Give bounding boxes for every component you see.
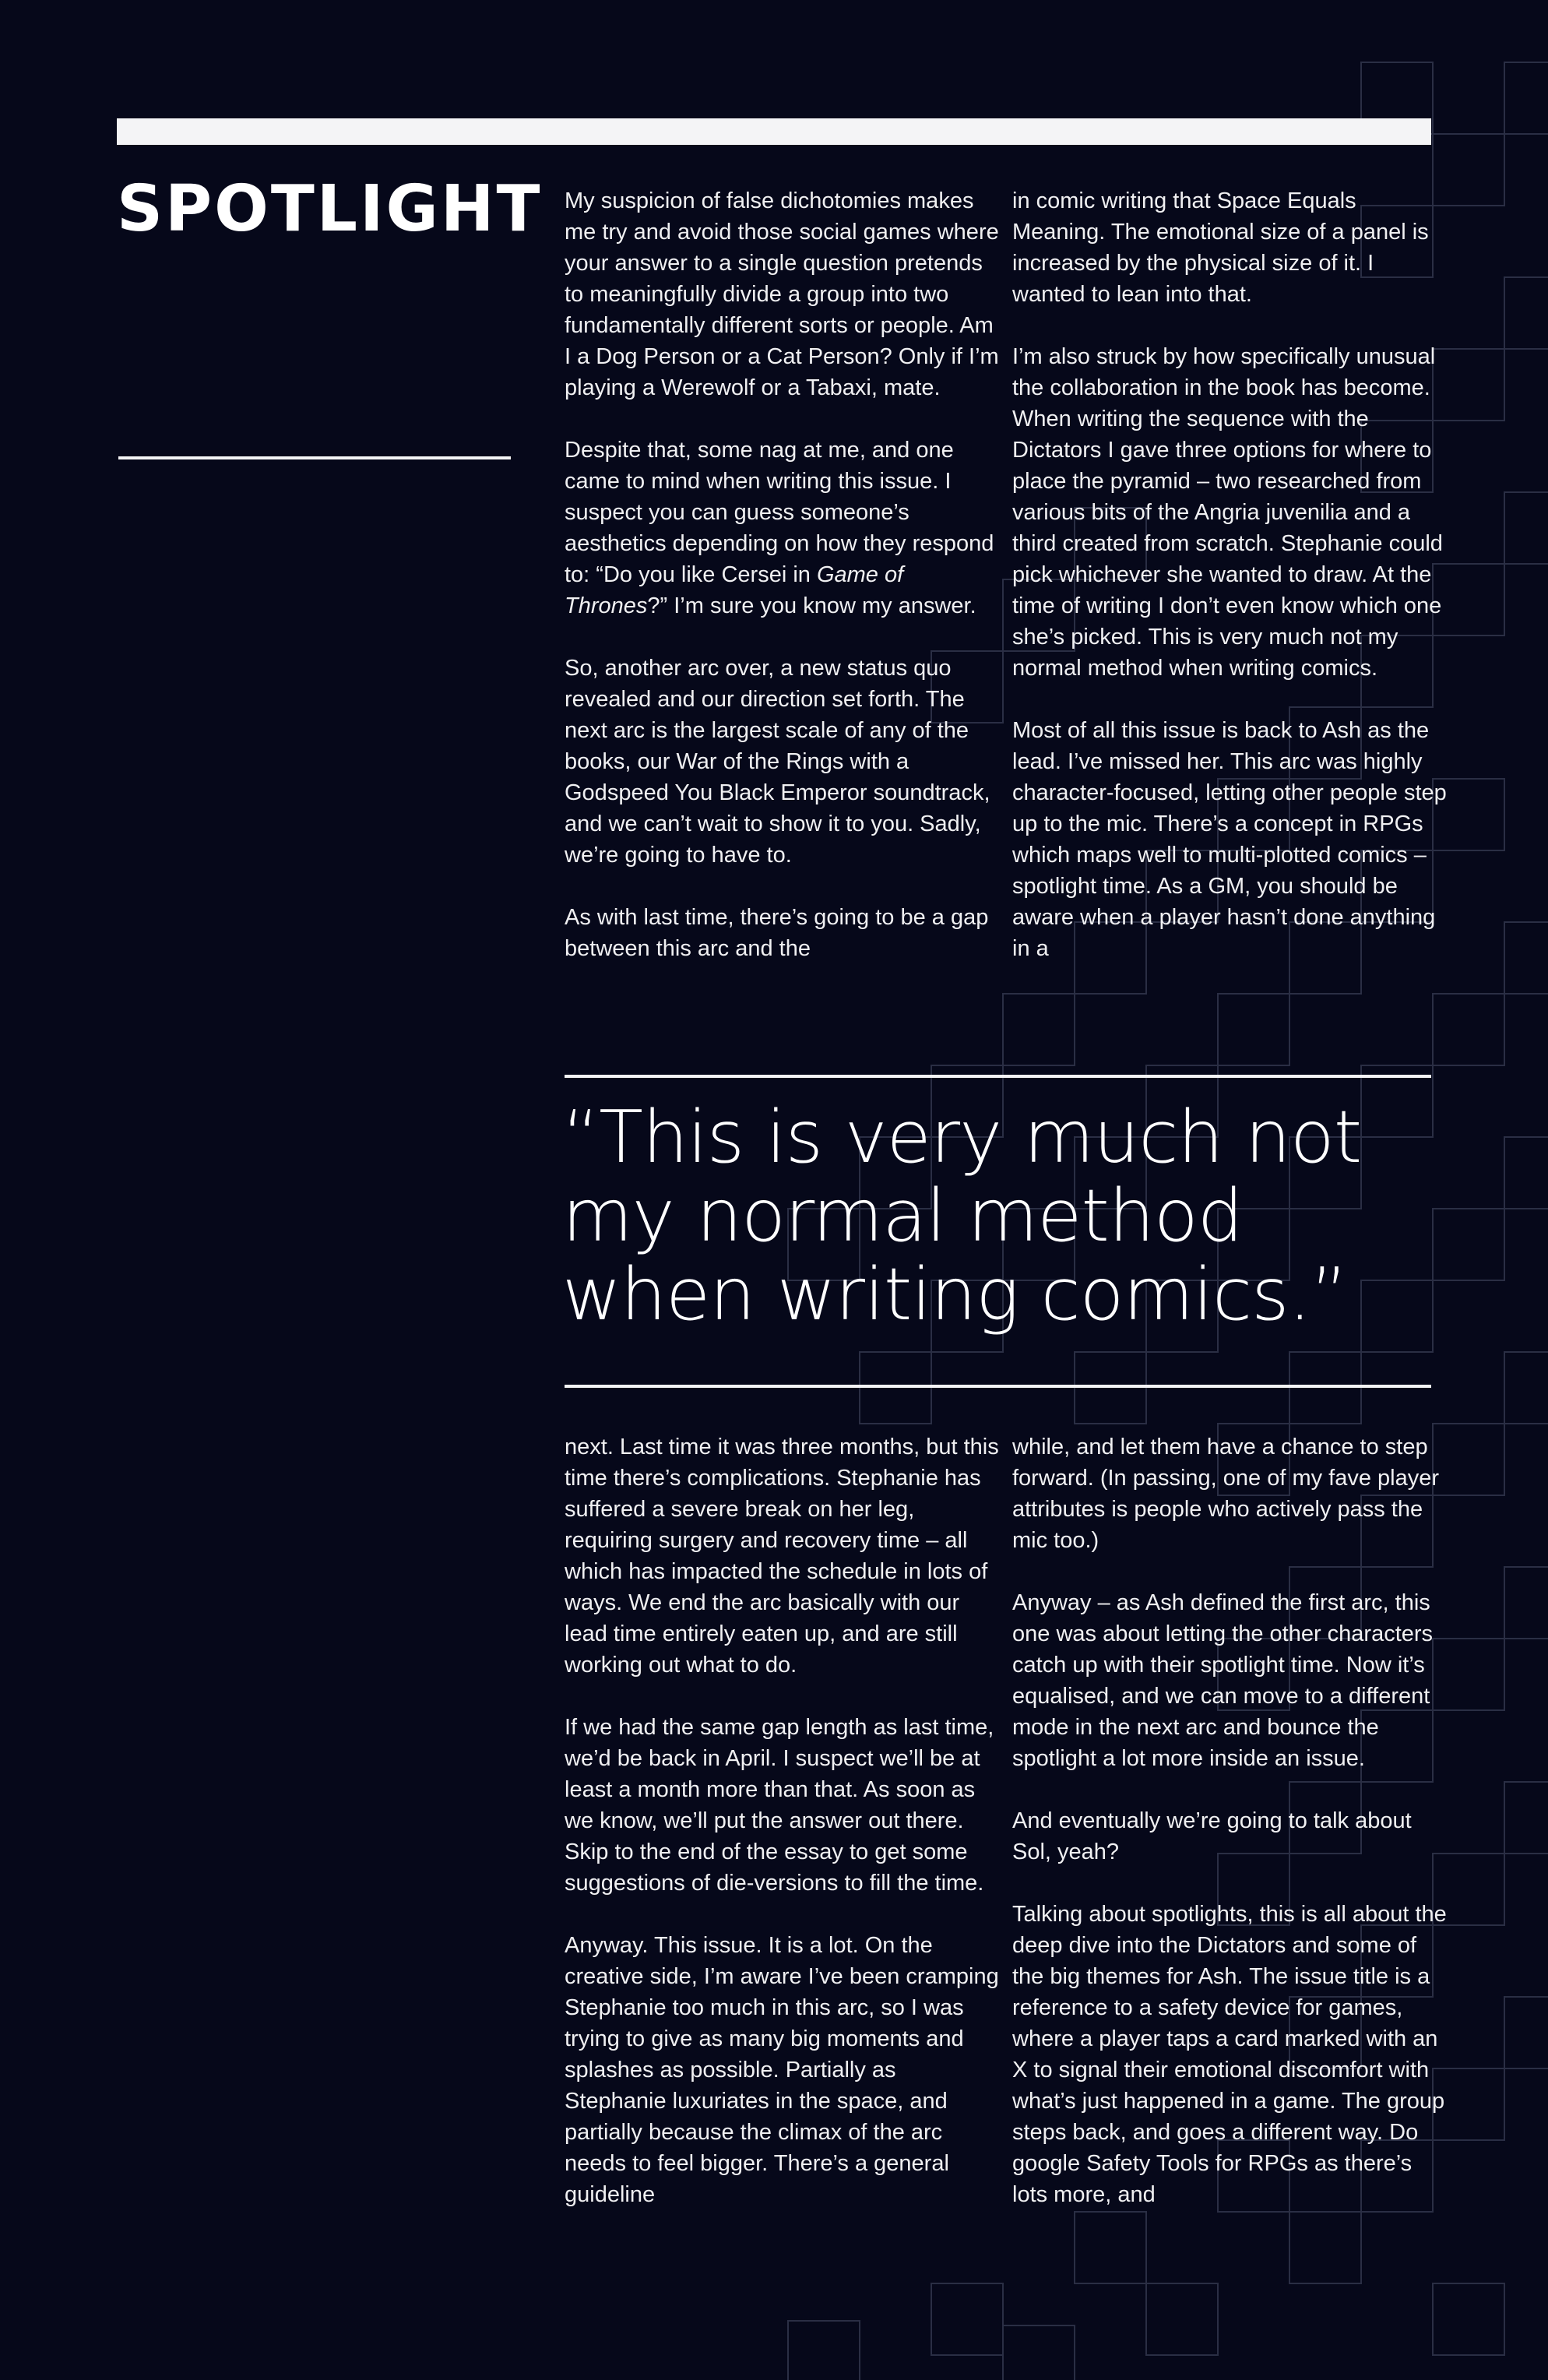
pull-quote-rule-top (565, 1075, 1431, 1078)
top-rule (117, 118, 1431, 145)
paragraph: next. Last time it was three months, but this time there’s complications. Stephanie has suffered a severe break on her leg, requiring surgery and recovery time – all which has impacted the schedule in lots of ways. We end the arc basically with our lead time entirely eaten up, and are still working out what to do. (565, 1435, 999, 1678)
section-title: SPOTLIGHT (117, 172, 543, 246)
paragraph: Anyway. This issue. It is a lot. On the creative side, I’m aware I’ve been cramping Stephanie too much in this arc, so I was trying to give as many big moments and splashes as possible. Partially as Stephanie luxuriates in the space, and partially because the climax of the arc needs to feel bigger. There’s a general guideline (565, 1933, 999, 2207)
paragraph: while, and let them have a chance to step forward. (In passing, one of my fave player attributes is people who actively pass the mic too.) (1012, 1435, 1440, 1553)
paragraph: Anyway – as Ash defined the first arc, this one was about letting the other characters catch up with their spotlight time. Now it’s equalised, and we can move to a different mode in the next arc and bounce the spotlight a lot more inside an issue. (1012, 1590, 1434, 1771)
paragraph: in comic writing that Space Equals Meaning. The emotional size of a panel is increased by the physical size of it. I wanted to lean into that. (1012, 188, 1429, 307)
paragraph (565, 435, 999, 621)
paragraph: And eventually we’re going to talk about Sol, yeah? (1012, 1808, 1412, 1864)
article-column-bottom-left (565, 1431, 999, 2210)
paragraph-text: ?” I’m sure you know my answer. (647, 593, 976, 618)
article-column-top-right (1012, 185, 1447, 964)
paragraph-text: Despite that, some nag at me, and one came to mind when writing this issue. I suspect you can guess someone’s aesthetics depending on how they respond to: “Do you like Cersei in (565, 438, 994, 587)
paragraph: Most of all this issue is back to Ash as the lead. I’ve missed her. This arc was highly character-focused, letting other people step up to the mic. There’s a concept in RPGs which maps well to multi-plotted comics – spotlight time. As a GM, you should be aware when a player hasn’t done anything in a (1012, 718, 1447, 961)
paragraph: If we had the same gap length as last time, we’d be back in April. I suspect we’ll be at least a month more than that. As soon as we know, we’ll put the answer out there. Skip to the end of the essay to get some suggestions of die-versions to fill the time. (565, 1715, 994, 1896)
paragraph: I’m also struck by how specifically unusual the collaboration in the book has become. When writing the sequence with the Dictators I gave three options for where to place the pyramid – two researched from various bits of the Angria juvenilia and a third created from scratch. Stephanie could pick whichever she wanted to draw. At the time of writing I don’t even know which one she’s picked. This is very much not my normal method when writing comics. (1012, 344, 1443, 681)
title-underline (118, 456, 511, 459)
article-column-top-left (565, 185, 999, 964)
article-column-bottom-right (1012, 1431, 1447, 2210)
pull-quote-rule-bottom (565, 1385, 1431, 1388)
paragraph: Talking about spotlights, this is all about the deep dive into the Dictators and some of the big themes for Ash. The issue title is a reference to a safety device for games, where a player taps a card marked with an X to signal their emotional discomfort with what’s just happened in a game. The group steps back, and goes a different way. Do google Safety Tools for RPGs as there’s lots more, and (1012, 1902, 1447, 2207)
italic-title: Game of Thrones (565, 562, 904, 618)
paragraph: So, another arc over, a new status quo revealed and our direction set forth. The next arc is the largest scale of any of the books, our War of the Rings with a Godspeed You Black Emperor soundtrack, and we can’t wait to show it to you. Sadly, we’re going to have to. (565, 656, 990, 868)
paragraph: My suspicion of false dichotomies makes me try and avoid those social games where your answer to a single question pretends to meaningfully divide a group into two fundamentally different sorts or people. Am I a Dog Person or a Cat Person? Only if I’m playing a Werewolf or a Tabaxi, mate. (565, 188, 999, 400)
paragraph: As with last time, there’s going to be a gap between this arc and the (565, 905, 989, 961)
pull-quote: “This is very much not my normal method when writing comics.” (562, 1095, 1362, 1336)
